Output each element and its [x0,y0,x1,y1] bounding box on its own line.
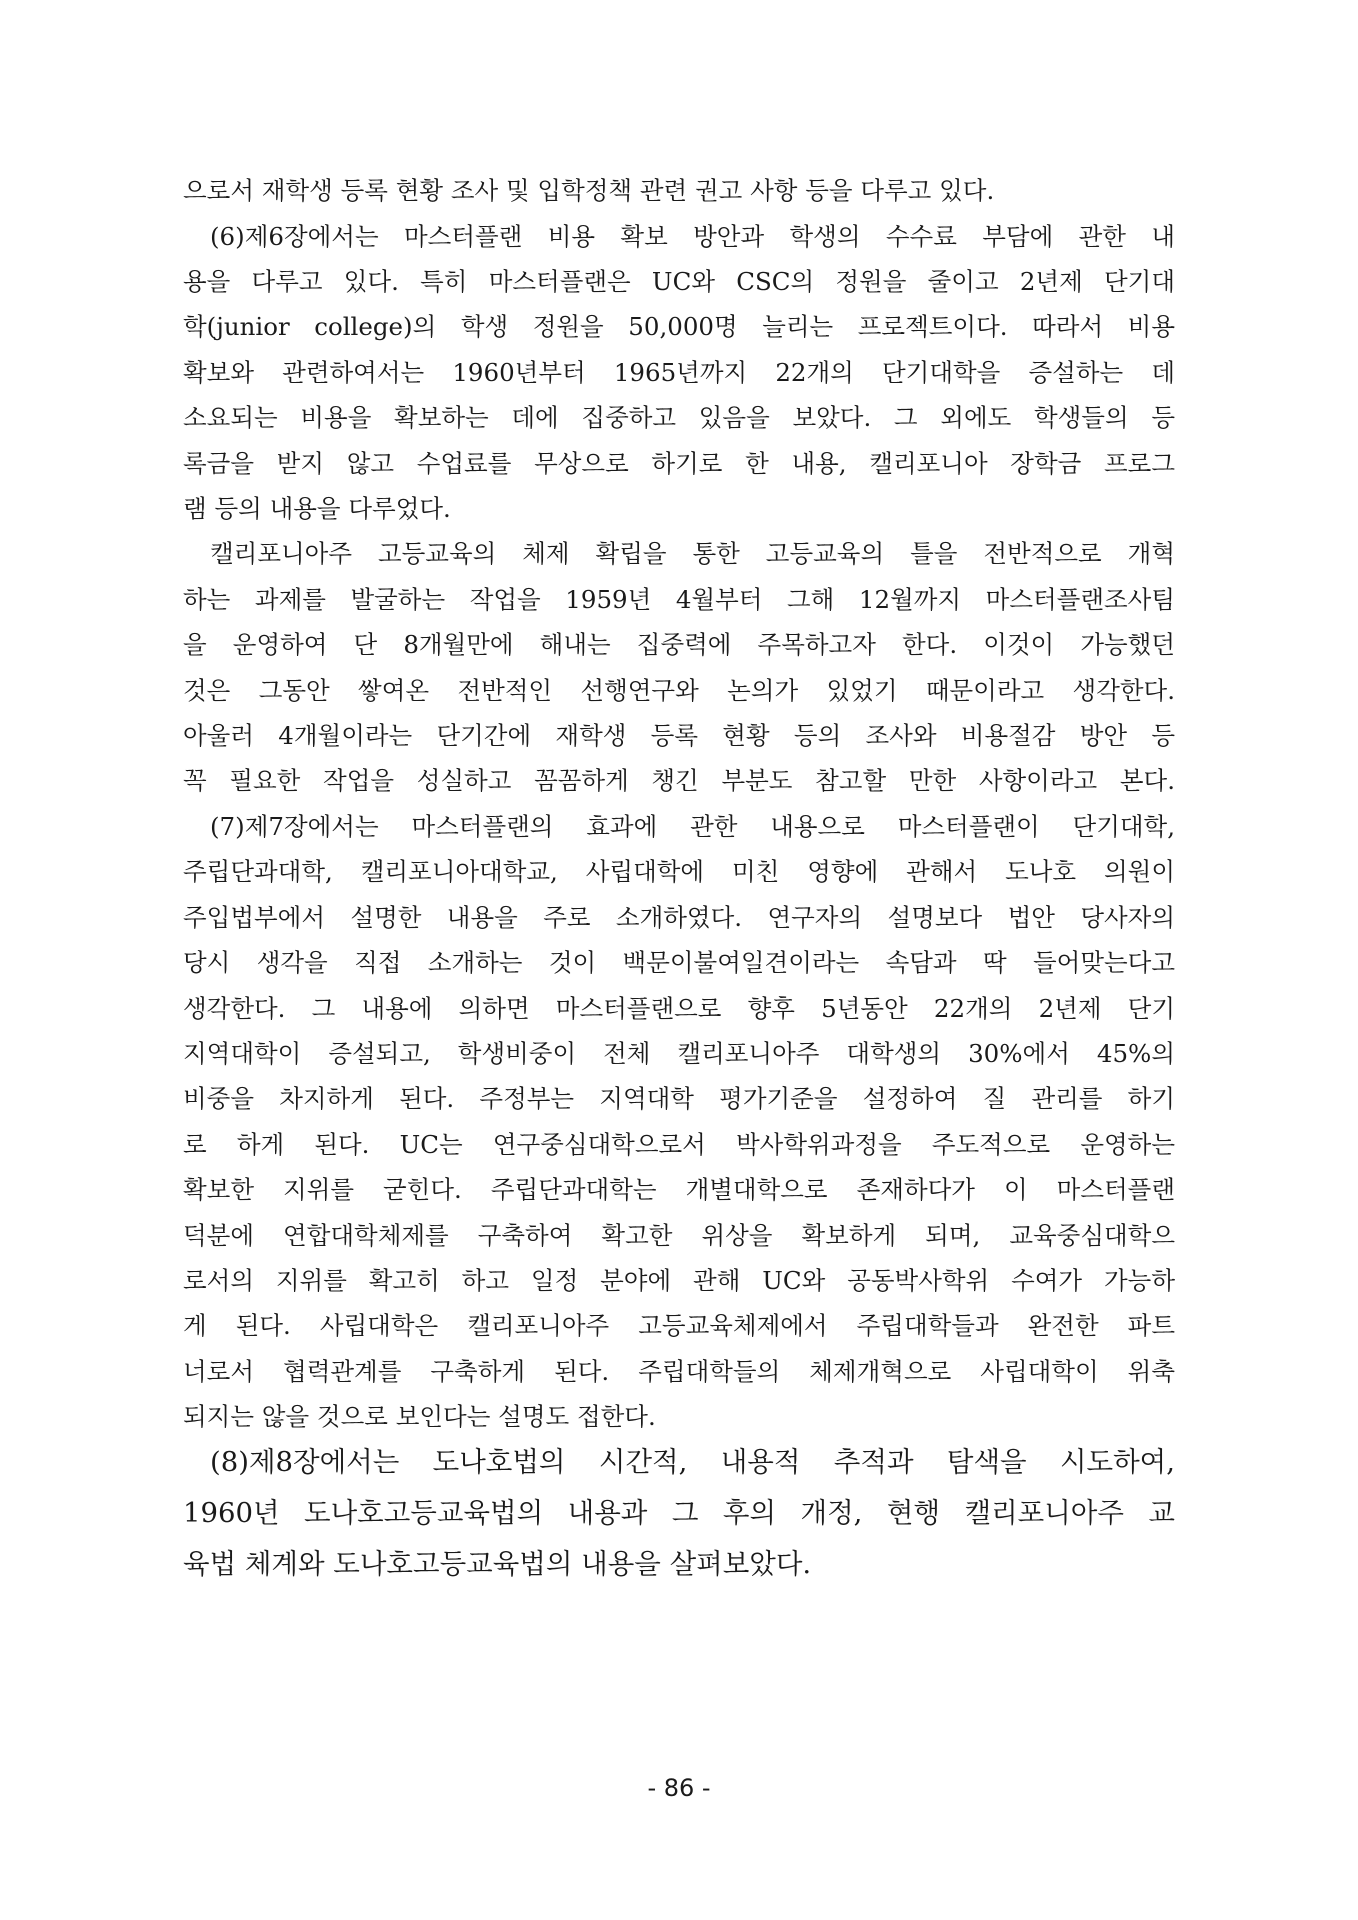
text-line: 주립단과대학, 캘리포니아대학교, 사립대학에 미친 영향에 관해서 도나호 의원이 [183,857,1175,886]
text-line: 주입법부에서 설명한 내용을 주로 소개하였다. 연구자의 설명보다 법안 당사자의 [183,903,1175,932]
text-line: 록금을 받지 않고 수업료를 무상으로 하기로 한 내용, 캘리포니아 장학금 프로그 [183,449,1175,478]
text-line: 당시 생각을 직접 소개하는 것이 백문이불여일견이라는 속담과 딱 들어맞는다고 [183,948,1175,977]
text-line: 육법 체계와 도나호고등교육법의 내용을 살펴보았다. [183,1548,812,1580]
text-line: 덕분에 연합대학체제를 구축하여 확고한 위상을 확보하게 되며, 교육중심대학으 [183,1221,1175,1250]
text-line: 게 된다. 사립대학은 캘리포니아주 고등교육체제에서 주립대학들과 완전한 파트 [183,1311,1175,1340]
text-line: (6)제6장에서는 마스터플랜 비용 확보 방안과 학생의 수수료 부담에 관한 내 [210,222,1175,251]
text-line: 소요되는 비용을 확보하는 데에 집중하고 있음을 보았다. 그 외에도 학생들의 등 [183,403,1175,432]
text-line: 꼭 필요한 작업을 성실하고 꼼꼼하게 챙긴 부분도 참고할 만한 사항이라고 본다. [183,766,1175,795]
text-line: 하는 과제를 발굴하는 작업을 1959년 4월부터 그해 12월까지 마스터플랜조사팀 [183,585,1175,614]
text-line: 비중을 차지하게 된다. 주정부는 지역대학 평가기준을 설정하여 질 관리를 하기 [183,1084,1175,1113]
text-line: 확보한 지위를 굳힌다. 주립단과대학는 개별대학으로 존재하다가 이 마스터플랜 [183,1175,1175,1204]
text-line: 으로서 재학생 등록 현황 조사 및 입학정책 관련 권고 사항 등을 다루고 있다. [183,176,995,205]
text-line: 을 운영하여 단 8개월만에 해내는 집중력에 주목하고자 한다. 이것이 가능했던 [183,630,1175,659]
text-line: 캘리포니아주 고등교육의 체제 확립을 통한 고등교육의 틀을 전반적으로 개혁 [210,539,1175,568]
text-line: 1960년 도나호고등교육법의 내용과 그 후의 개정, 현행 캘리포니아주 교 [183,1497,1175,1529]
text-line: (8)제8장에서는 도나호법의 시간적, 내용적 추적과 탐색을 시도하여, [210,1446,1175,1478]
text-line: 생각한다. 그 내용에 의하면 마스터플랜으로 향후 5년동안 22개의 2년제 단기 [183,994,1175,1023]
text-line: 용을 다루고 있다. 특히 마스터플랜은 UC와 CSC의 정원을 줄이고 2년제 단기대 [183,267,1175,296]
text-line: 것은 그동안 쌓여온 전반적인 선행연구와 논의가 있었기 때문이라고 생각한다. [183,676,1175,705]
text-line: 너로서 협력관계를 구축하게 된다. 주립대학들의 체제개혁으로 사립대학이 위축 [183,1357,1175,1386]
text-line: 로 하게 된다. UC는 연구중심대학으로서 박사학위과정을 주도적으로 운영하는 [183,1130,1175,1159]
text-line: 확보와 관련하여서는 1960년부터 1965년까지 22개의 단기대학을 증설하는 데 [183,358,1175,387]
text-line: 로서의 지위를 확고히 하고 일정 분야에 관해 UC와 공동박사학위 수여가 가능하 [183,1266,1175,1295]
text-line: (7)제7장에서는 마스터플랜의 효과에 관한 내용으로 마스터플랜이 단기대학, [210,812,1175,841]
page-number: - 86 - [647,1774,711,1802]
text-line: 아울러 4개월이라는 단기간에 재학생 등록 현황 등의 조사와 비용절감 방안 등 [183,721,1175,750]
text-line: 되지는 않을 것으로 보인다는 설명도 접한다. [183,1402,656,1431]
text-line: 학(junior college)의 학생 정원을 50,000명 늘리는 프로젝트이다. 따라서 비용 [183,312,1175,341]
text-line: 지역대학이 증설되고, 학생비중이 전체 캘리포니아주 대학생의 30%에서 45%의 [183,1039,1175,1068]
text-line: 램 등의 내용을 다루었다. [183,494,451,523]
